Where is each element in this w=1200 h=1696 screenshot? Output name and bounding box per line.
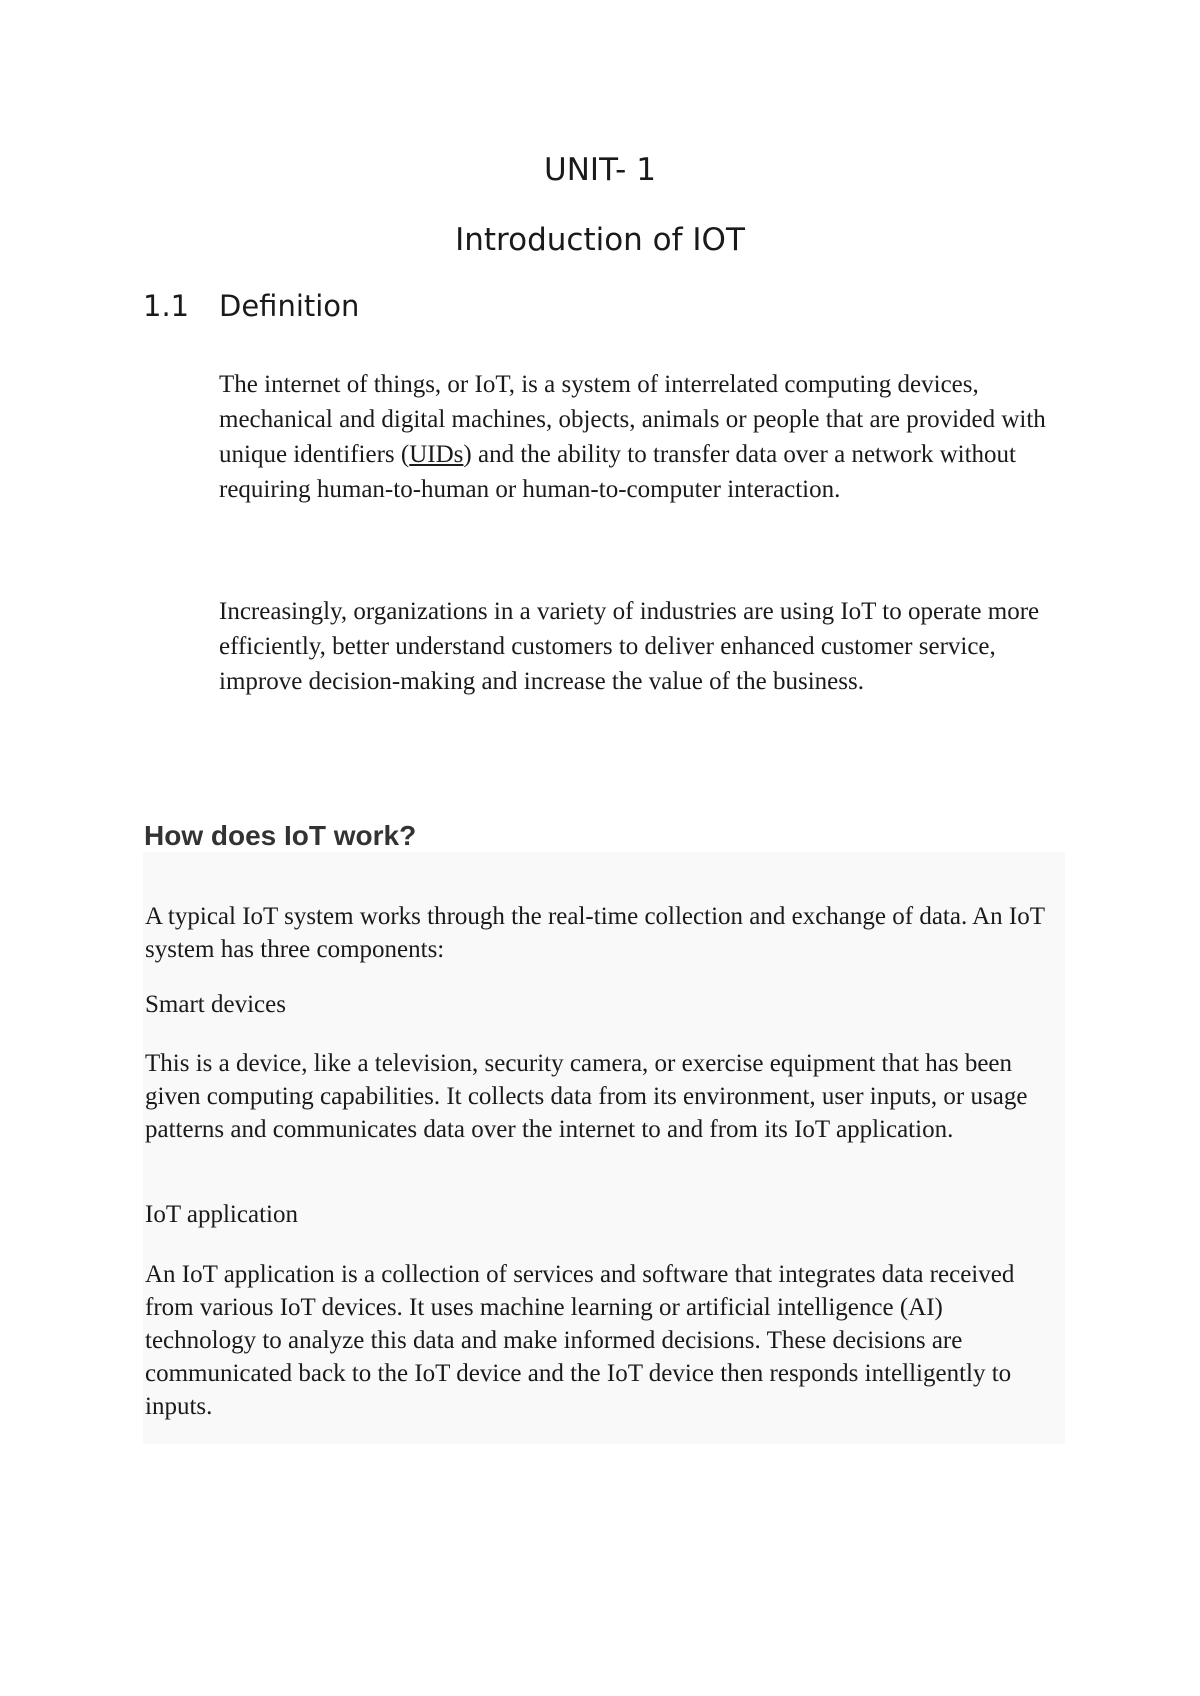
iot-application-text: An IoT application is a collection of services and software that integrates data received from various IoT devices. It uses machine learning or artificial intelligence (AI) technology to analyze this data and make informed decisions. These decisions are communicated back to the IoT device and the IoT device then responds intelligently to inputs. xyxy=(145,1261,1015,1420)
definition-paragraph-1 xyxy=(219,367,1079,507)
section-title: Definition xyxy=(219,289,360,323)
uids-link[interactable]: UIDs xyxy=(409,441,464,468)
section-heading-definition xyxy=(143,287,359,325)
page-title: Introduction of IOT xyxy=(455,222,745,258)
smart-devices-text: This is a device, like a television, security camera, or exercise equipment that has been given computing capabilities. It collects data from its environment, user inputs, or usage patterns and communicates data over the internet to and from its IoT application. xyxy=(145,1050,1028,1143)
definition-text-end: ) and the ability to transfer data over a network without requiring human-to-human or human-to-computer interaction. xyxy=(219,441,1017,503)
how-it-works-intro: A typical IoT system works through the real-time collection and exchange of data. An IoT system has three components: xyxy=(145,903,1045,963)
how-it-works-heading: How does IoT work? xyxy=(144,820,417,851)
smart-devices-heading: Smart devices xyxy=(145,991,286,1018)
unit-title: UNIT- 1 xyxy=(544,152,656,188)
section-number: 1.1 xyxy=(143,289,190,323)
definition-paragraph-2: Increasingly, organizations in a variety of industries are using IoT to operate more efficiently, better understand customers to deliver enhanced customer service, improve decision-making and increase the value of the business. xyxy=(219,598,1040,695)
definition-text-start: The internet of things, or IoT, is a system of interrelated computing devices, mechanical and digital machines, objects, animals or people that are provided with unique identifiers ( xyxy=(219,371,1046,468)
iot-application-heading: IoT application xyxy=(145,1201,298,1228)
